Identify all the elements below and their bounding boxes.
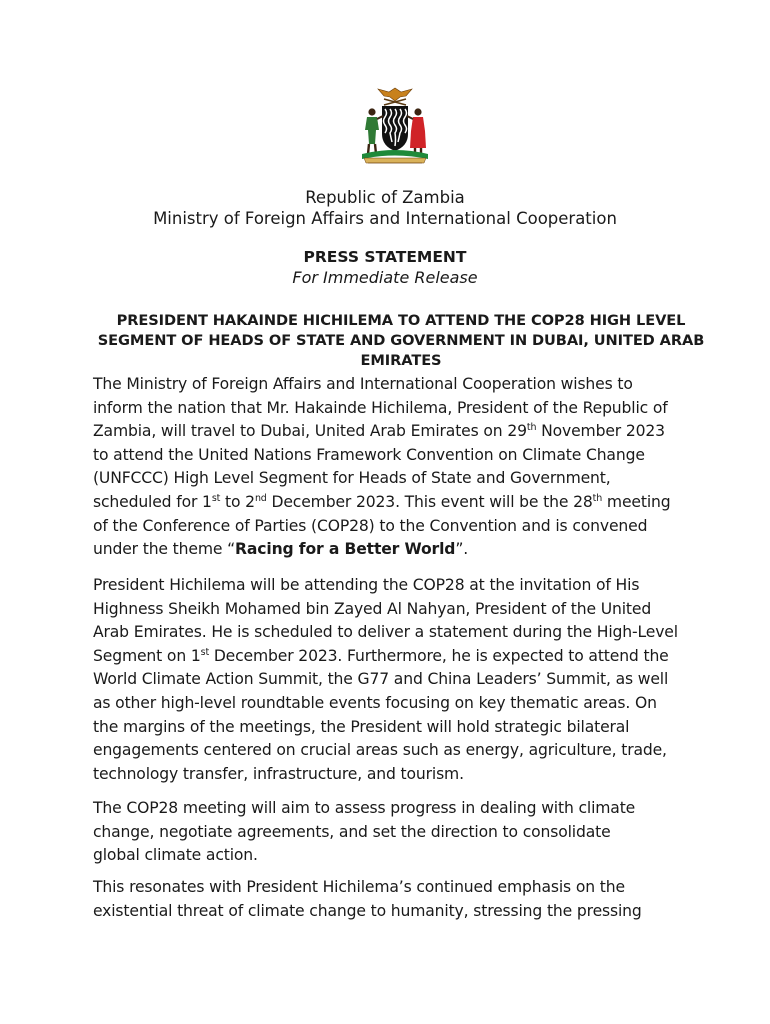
text-line: global climate action. bbox=[93, 846, 258, 865]
coat-of-arms-icon bbox=[354, 86, 436, 170]
paragraph-climate-emphasis bbox=[93, 876, 705, 923]
text-line: to attend the United Nations Framework Convention on Climate Change bbox=[93, 445, 645, 464]
text-line: scheduled for 1st to 2nd December 2023. This event will be the 28th meeting bbox=[93, 492, 671, 511]
text-line: This resonates with President Hichilema’s continued emphasis on the bbox=[93, 878, 625, 896]
headline-line: EMIRATES bbox=[360, 352, 442, 369]
text-line: Highness Sheikh Mohamed bin Zayed Al Nahyan, President of the United bbox=[93, 599, 652, 618]
text-line: technology transfer, infrastructure, and tourism. bbox=[93, 764, 464, 783]
paragraph-meeting-aims bbox=[93, 797, 705, 868]
text-line: existential threat of climate change to humanity, stressing the pressing bbox=[93, 901, 642, 920]
text-line: change, negotiate agreements, and set the direction to consolidate bbox=[93, 822, 611, 841]
headline-line: PRESIDENT HAKAINDE HICHILEMA TO ATTEND THE COP28 HIGH LEVEL bbox=[116, 312, 686, 329]
text-line: under the theme “Racing for a Better World”. bbox=[93, 540, 469, 559]
theme-title: Racing for a Better World bbox=[235, 540, 456, 559]
paragraph-itinerary bbox=[93, 574, 705, 786]
text-line: President Hichilema will be attending the COP28 at the invitation of His bbox=[93, 576, 640, 594]
country-name: Republic of Zambia bbox=[305, 188, 465, 207]
paragraph-announcement bbox=[93, 373, 705, 562]
text-line: (UNFCCC) High Level Segment for Heads of State and Government, bbox=[93, 469, 611, 488]
ministry-name: Ministry of Foreign Affairs and International Cooperation bbox=[153, 209, 617, 228]
headline-line: SEGMENT OF HEADS OF STATE AND GOVERNMENT IN DUBAI, UNITED ARAB bbox=[97, 332, 705, 349]
statement-type-heading: PRESS STATEMENT bbox=[303, 248, 467, 266]
text-line: Arab Emirates. He is scheduled to deliver a statement during the High-Level bbox=[93, 623, 678, 642]
text-line: the margins of the meetings, the President will hold strategic bilateral bbox=[93, 717, 630, 736]
text-line: The Ministry of Foreign Affairs and International Cooperation wishes to bbox=[93, 375, 633, 393]
text-line: Segment on 1st December 2023. Furthermore, he is expected to attend the bbox=[93, 646, 669, 665]
text-line: as other high-level roundtable events focusing on key thematic areas. On bbox=[93, 693, 657, 712]
text-line: The COP28 meeting will aim to assess progress in dealing with climate bbox=[93, 799, 636, 817]
press-headline bbox=[96, 311, 706, 371]
coat-of-arms-emblem bbox=[354, 86, 436, 170]
text-line: Zambia, will travel to Dubai, United Arab Emirates on 29th November 2023 bbox=[93, 422, 665, 441]
text-line: of the Conference of Parties (COP28) to the Convention and is convened bbox=[93, 516, 648, 535]
text-line: World Climate Action Summit, the G77 and China Leaders’ Summit, as well bbox=[93, 670, 669, 689]
text-line: engagements centered on crucial areas such as energy, agriculture, trade, bbox=[93, 741, 667, 760]
text-line: inform the nation that Mr. Hakainde Hichilema, President of the Republic of bbox=[93, 398, 668, 417]
release-note: For Immediate Release bbox=[292, 268, 478, 287]
